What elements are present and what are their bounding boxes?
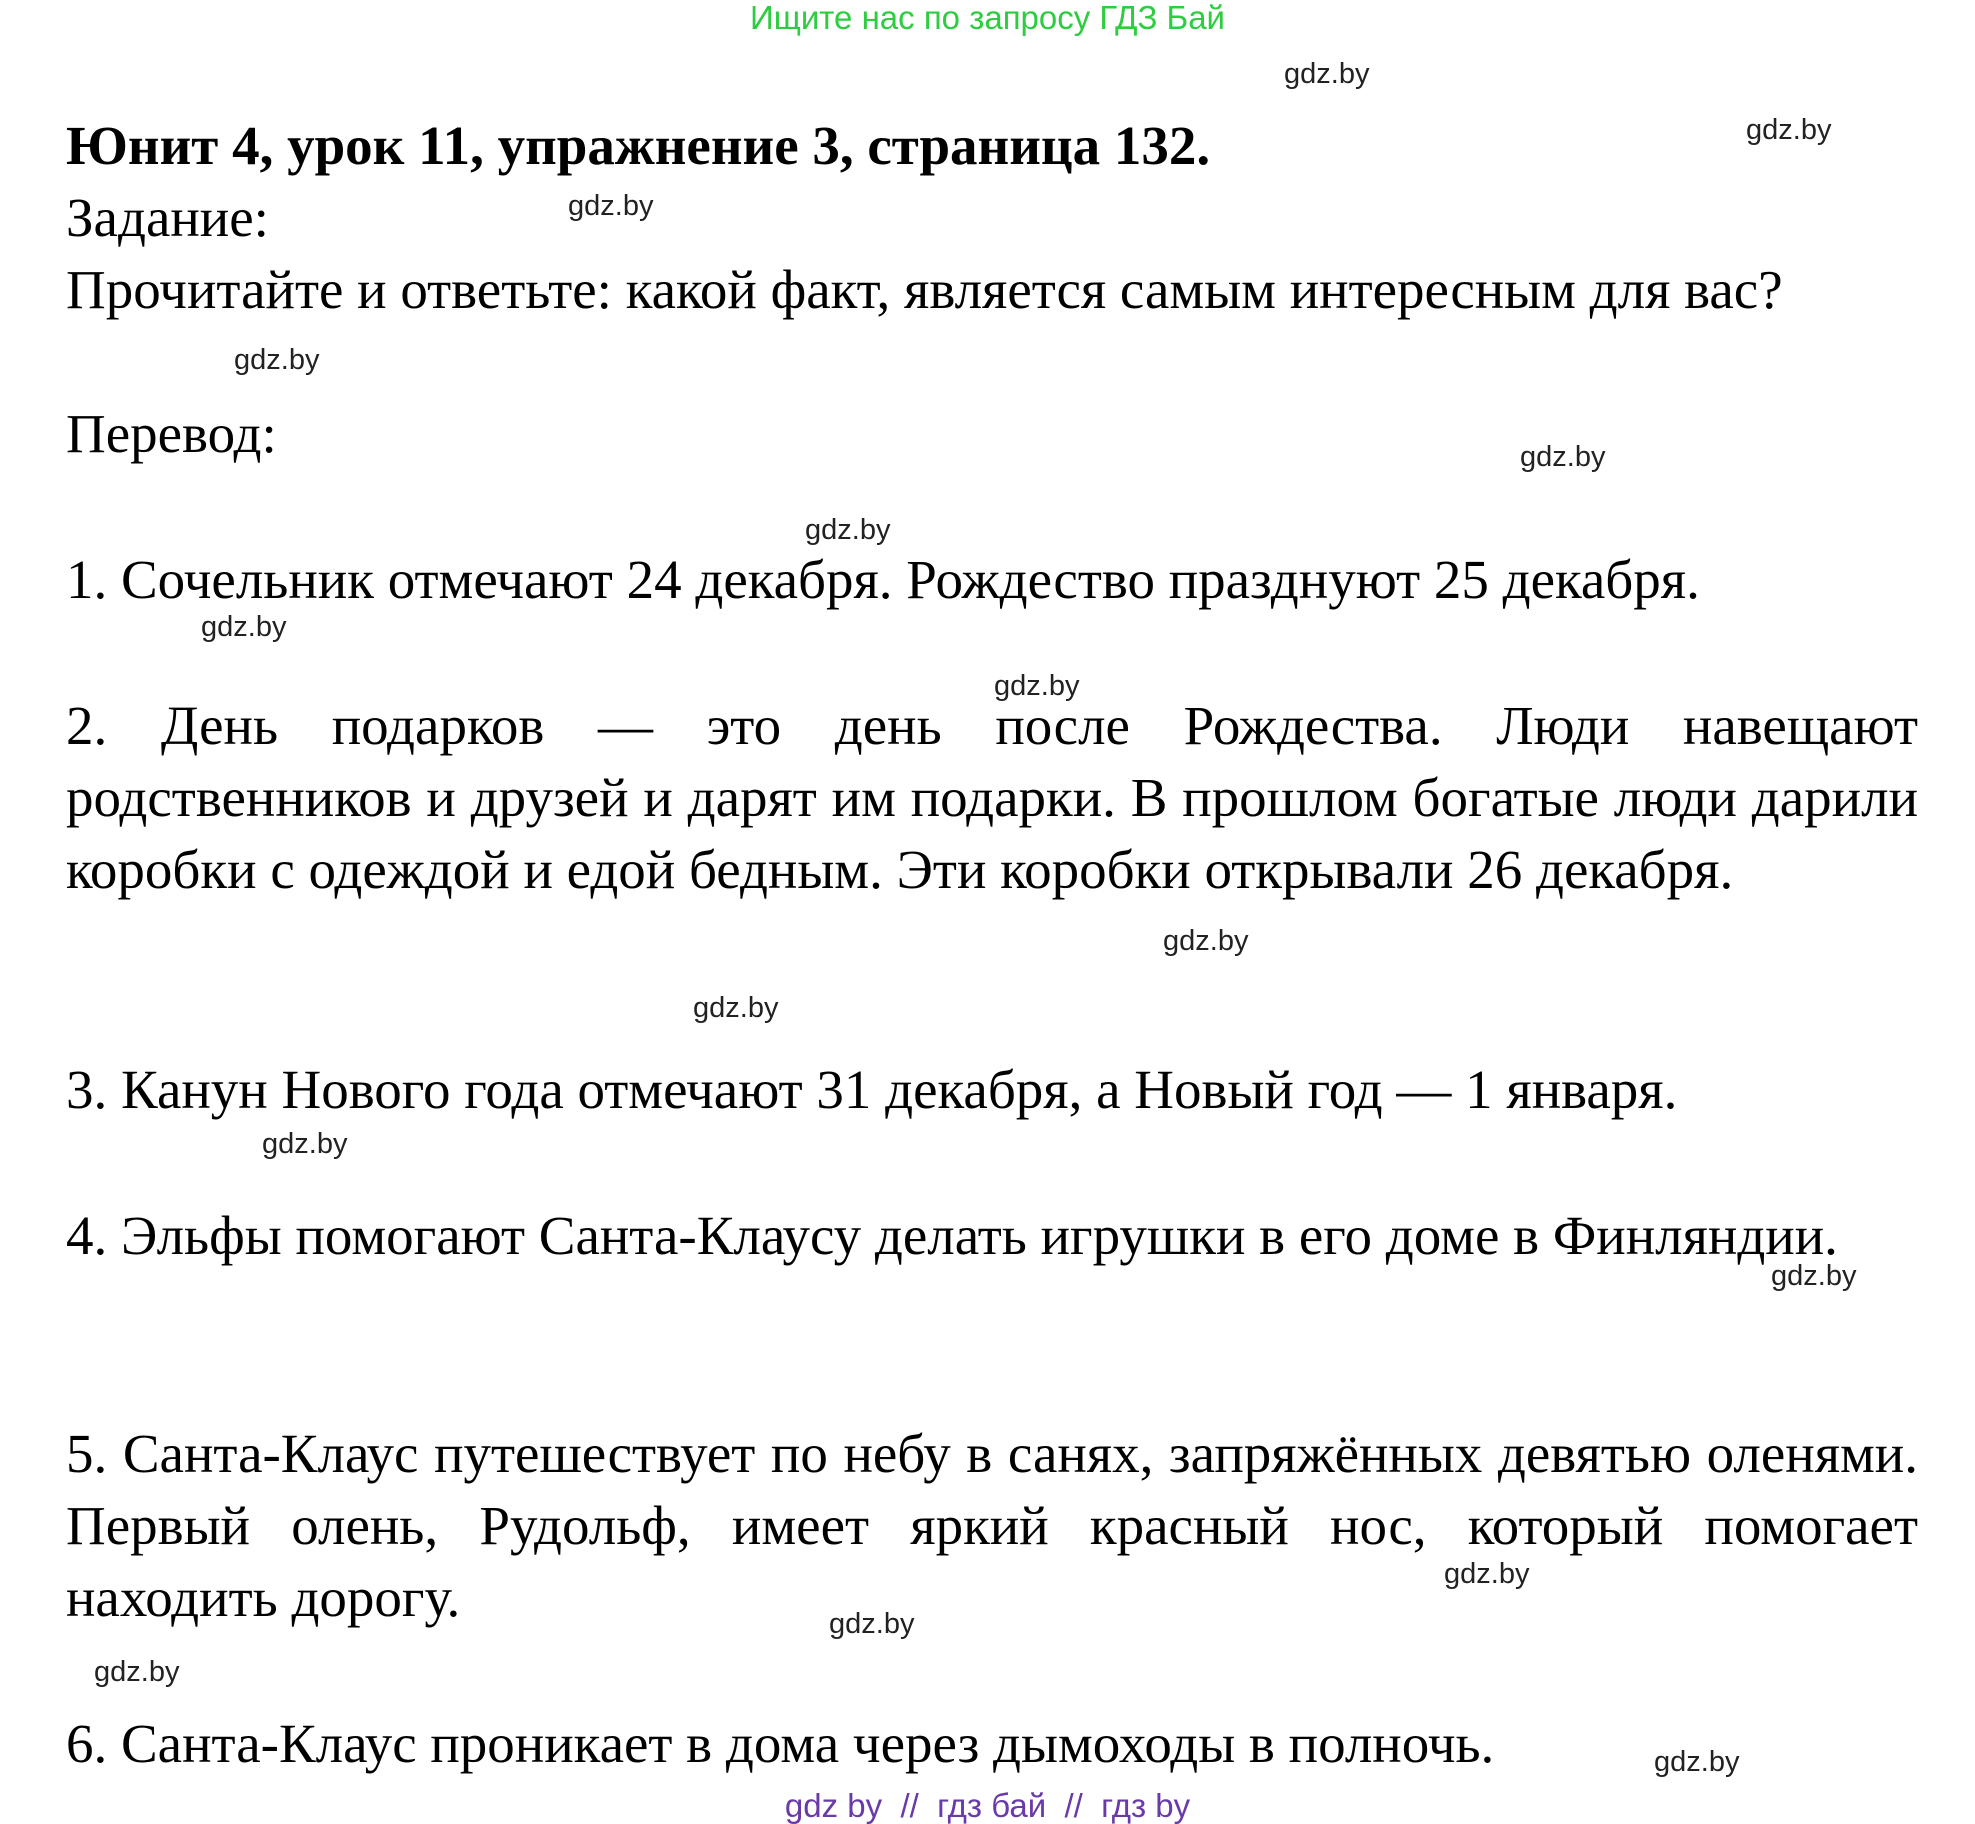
list-item-6: 6. Санта-Клаус проникает в дома через дымоходы в полночь. [66,1713,1495,1774]
watermark: gdz.by [1654,1746,1740,1778]
watermark: gdz.by [1284,58,1370,90]
list-item-1: 1. Сочельник отмечают 24 декабря. Рождество празднуют 25 декабря. [66,549,1700,610]
watermark: gdz.by [1163,925,1249,957]
list-item-2: 2. День подарков — это день после Рождества. Люди навещают родственников и друзей и дарят им подарки. В прошлом богатые люди дарили коробки с одеждой и едой бедным. Эти коробки открывали 26 декабря. [66,695,1918,900]
watermark: gdz.by [693,992,779,1024]
task-label: Задание: [66,187,269,248]
footer-watermark: gdz by // гдз бай // гдз by [784,1787,1191,1824]
watermark: gdz.by [1746,114,1832,146]
watermark: gdz.by [994,670,1080,702]
watermark: gdz.by [1520,441,1606,473]
translation-label: Перевод: [66,403,277,464]
watermark: gdz.by [94,1656,180,1688]
list-item-4: 4. Эльфы помогают Санта-Клаусу делать игрушки в его доме в Финляндии. [66,1205,1838,1266]
top-banner: Ищите нас по запросу ГДЗ Бай [750,0,1225,36]
page-title: Юнит 4, урок 11, упражнение 3, страница 132. [66,115,1211,176]
watermark: gdz.by [568,190,654,222]
watermark: gdz.by [1771,1260,1857,1292]
watermark: gdz.by [1444,1558,1530,1590]
list-item-5: 5. Санта-Клаус путешествует по небу в санях, запряжённых девятью оленями. Первый олень, Рудольф, имеет яркий красный нос, который помогает находить дорогу. [66,1423,1918,1628]
list-item-3: 3. Канун Нового года отмечают 31 декабря, а Новый год — 1 января. [66,1059,1678,1120]
task-text: Прочитайте и ответьте: какой факт, является самым интересным для вас? [66,259,1783,320]
watermark: gdz.by [201,611,287,643]
watermark: gdz.by [234,344,320,376]
watermark: gdz.by [829,1608,915,1640]
watermark: gdz.by [805,514,891,546]
watermark: gdz.by [262,1128,348,1160]
